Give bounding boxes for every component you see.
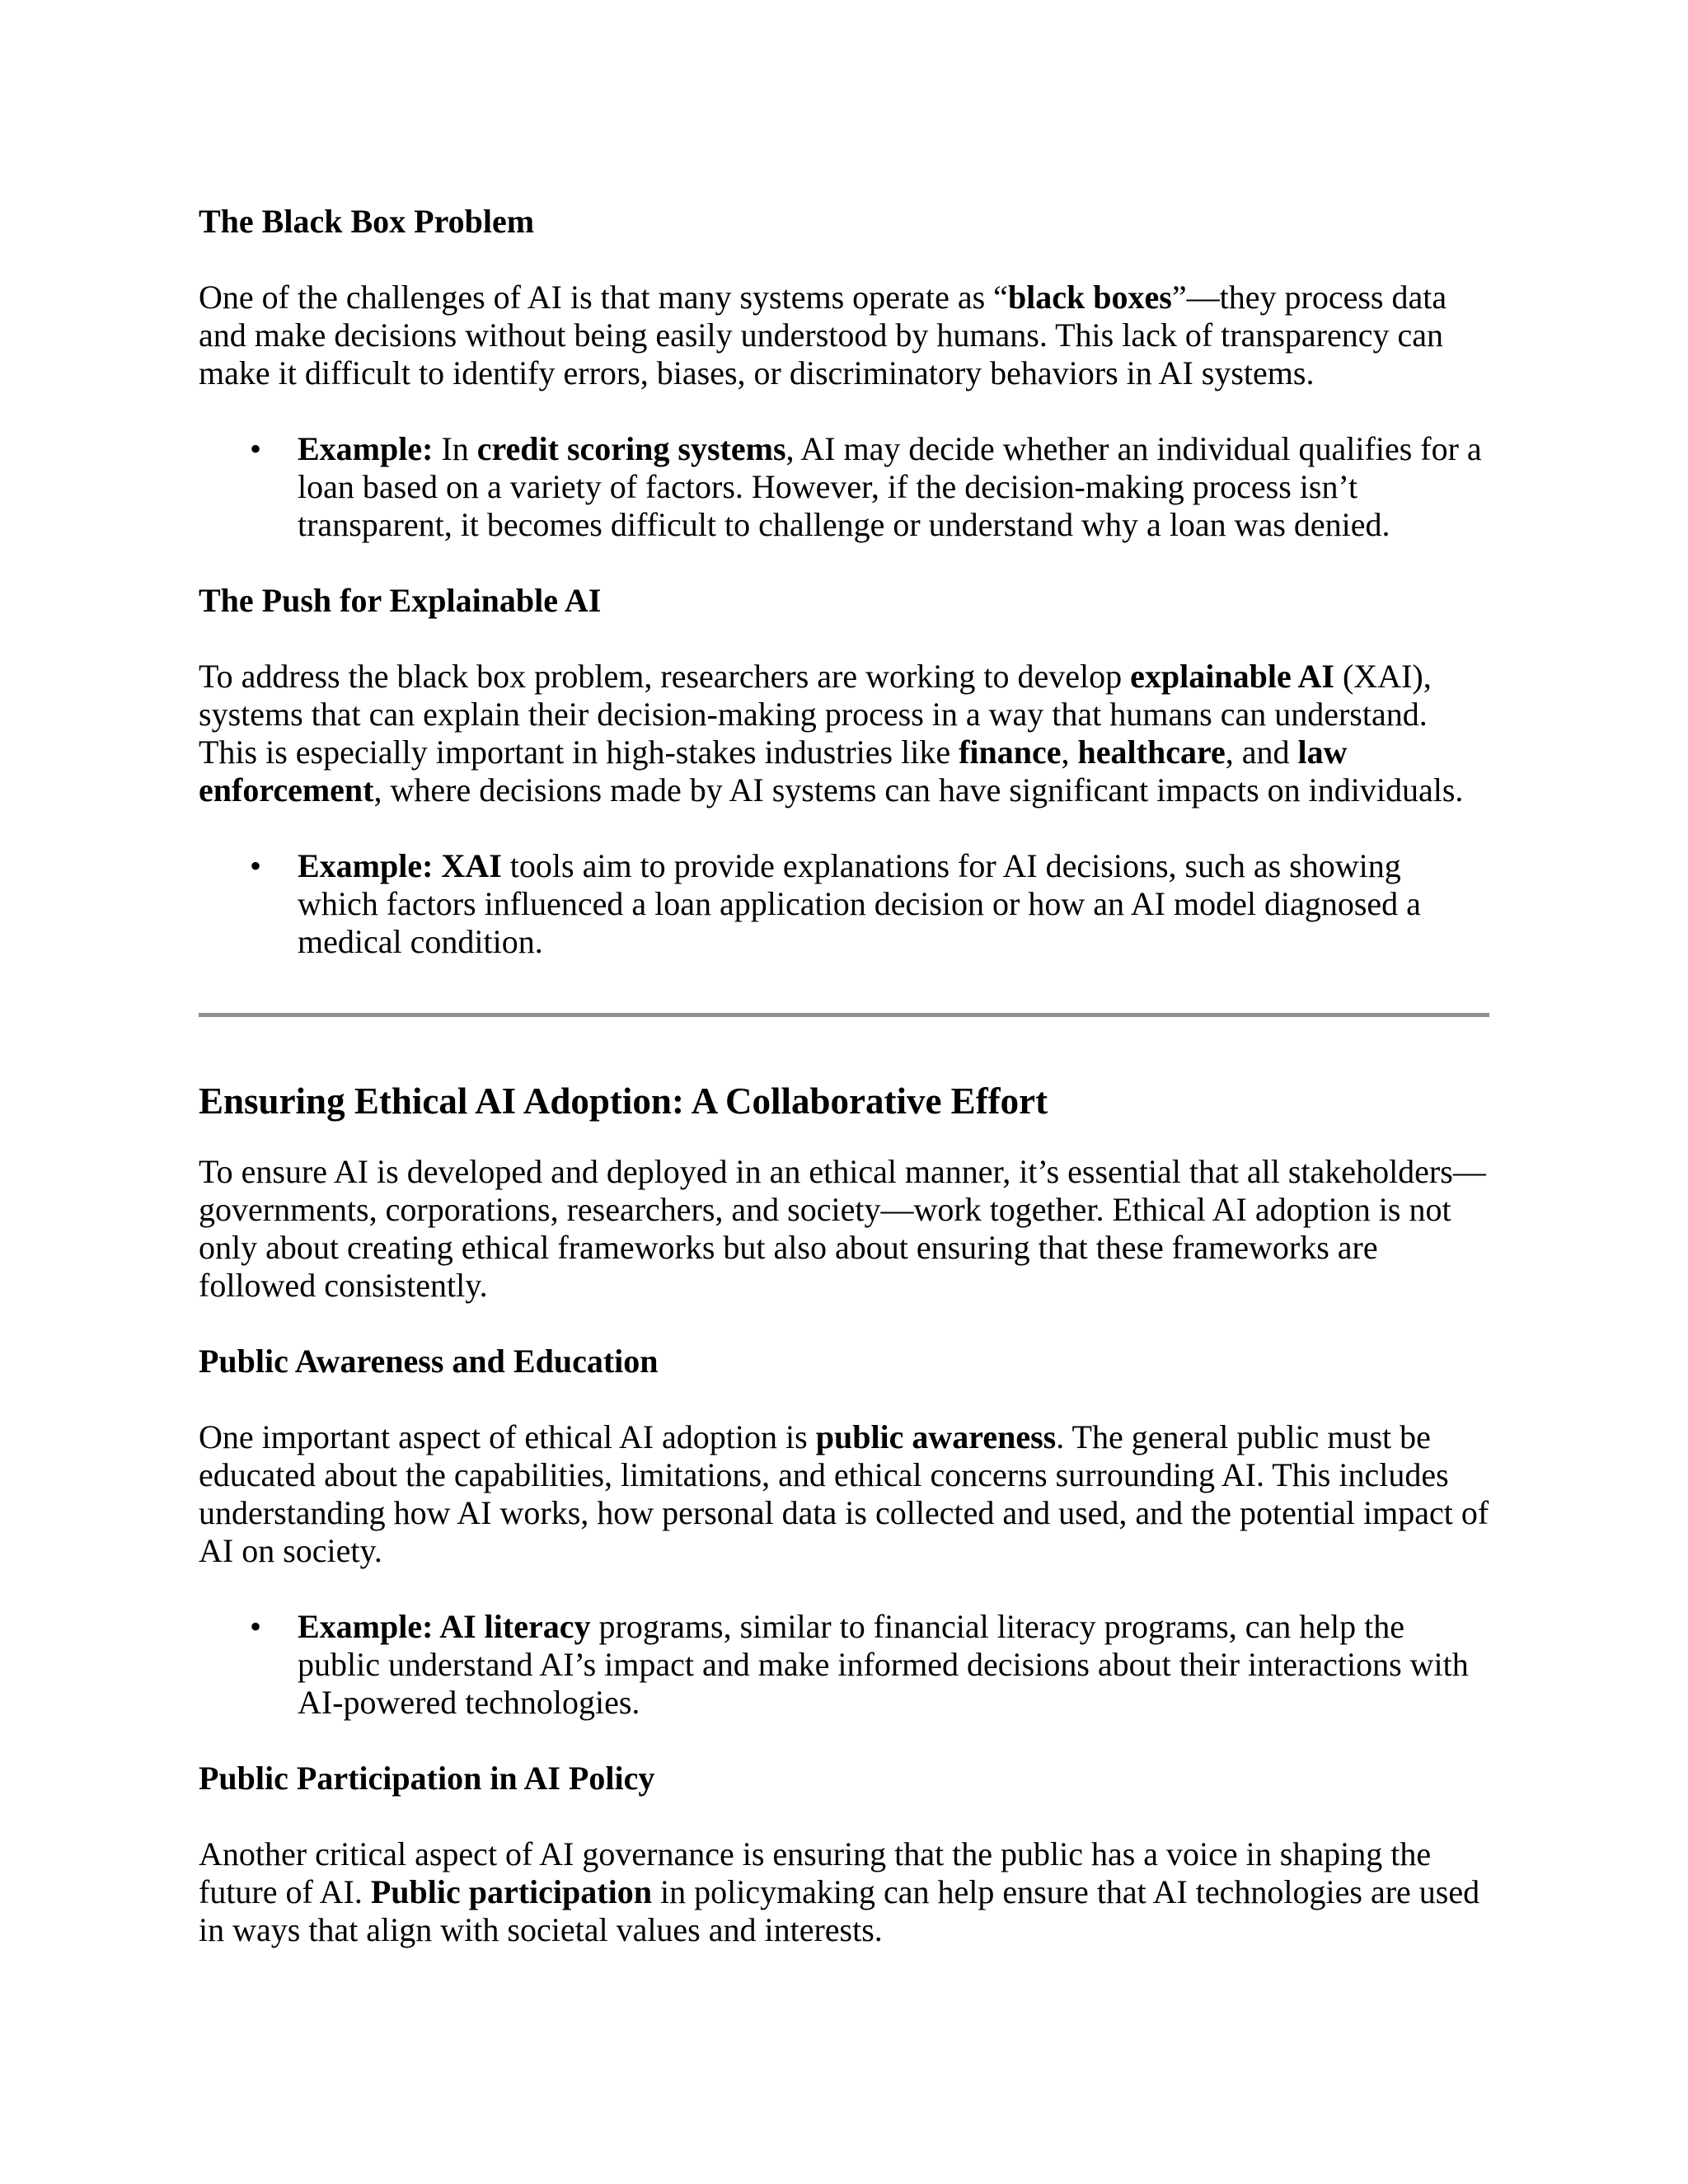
text-run: To address the black box problem, researchers are working to develop: [199, 658, 1131, 695]
bullet-icon: •: [250, 1608, 262, 1645]
paragraph-black-box: [199, 279, 1489, 392]
bold-run: Example:: [298, 430, 434, 467]
bold-run: credit scoring systems: [476, 430, 786, 467]
text-run: , and: [1225, 733, 1298, 771]
bullet-list-explainable: [199, 847, 1489, 961]
bold-run: Public participation: [370, 1873, 652, 1910]
bold-run: public awareness: [815, 1418, 1057, 1455]
bullet-list-black-box: [199, 430, 1489, 544]
heading-black-box-problem: The Black Box Problem: [199, 203, 535, 240]
section-divider: [199, 1013, 1489, 1017]
text-run: ”—they process data and make decisions without being easily understood by humans. This lack of transparency can make it difficult to identify errors, biases, or discriminatory behaviors in AI systems.: [199, 279, 1447, 391]
bold-run: black boxes: [1007, 279, 1172, 316]
bullet-item-ai-literacy: [199, 1608, 1489, 1722]
paragraph-public-participation: [199, 1835, 1489, 1949]
bullet-item-credit-scoring: [199, 430, 1489, 544]
bold-run: Example: XAI: [298, 847, 502, 884]
bullet-item-xai-tools: [199, 847, 1489, 961]
heading-ethical-ai-adoption: Ensuring Ethical AI Adoption: A Collaborative Effort: [199, 1080, 1048, 1122]
paragraph-public-awareness: [199, 1418, 1489, 1570]
text-run: One of the challenges of AI is that many systems operate as “: [199, 279, 1008, 316]
bullet-icon: •: [250, 430, 262, 467]
text-run: tools aim to provide explanations for AI decisions, such as showing which factors influenced a loan application decision or how an AI model diagnosed a medical condition.: [298, 847, 1421, 960]
paragraph-ethical-adoption: [199, 1153, 1489, 1305]
bullet-icon: •: [250, 847, 262, 884]
text-run: ,: [1061, 733, 1078, 771]
text-run: To ensure AI is developed and deployed in an ethical manner, it’s essential that all stakeholders—governments, corporations, researchers, and society—work together. Ethical AI adoption is not only about creating ethical frameworks but also about ensuring that these frameworks are followed consistently.: [199, 1153, 1486, 1304]
text-run: , where decisions made by AI systems can have significant impacts on individuals.: [373, 771, 1464, 808]
text-run: programs, similar to financial literacy programs, can help the public understand AI’s impact and make informed decisions about their interactions with AI-powered technologies.: [298, 1608, 1469, 1721]
bold-run: law enforcement: [199, 733, 1348, 808]
text-run: in policymaking can help ensure that AI technologies are used in ways that align with societal values and interests.: [199, 1873, 1480, 1948]
bold-run: explainable AI: [1130, 658, 1334, 695]
text-run: . The general public must be educated about the capabilities, limitations, and ethical concerns surrounding AI. This includes understanding how AI works, how personal data is collected and used, and the potential impact of AI on society.: [199, 1418, 1489, 1569]
bullet-list-public-awareness: [199, 1608, 1489, 1722]
text-run: In: [433, 430, 477, 467]
paragraph-explainable: [199, 658, 1489, 809]
bold-run: healthcare: [1077, 733, 1226, 771]
bold-run: finance: [959, 733, 1062, 771]
bold-run: Example: AI literacy: [298, 1608, 591, 1645]
text-run: Another critical aspect of AI governance is ensuring that the public has a voice in shaping the future of AI.: [199, 1835, 1432, 1910]
heading-public-awareness: Public Awareness and Education: [199, 1343, 659, 1380]
text-run: (XAI), systems that can explain their decision-making process in a way that humans can understand. This is especially important in high-stakes industries like: [199, 658, 1432, 771]
text-run: One important aspect of ethical AI adoption is: [199, 1418, 816, 1455]
heading-public-participation: Public Participation in AI Policy: [199, 1760, 655, 1797]
text-run: , AI may decide whether an individual qualifies for a loan based on a variety of factors. However, if the decision-making process isn’t transparent, it becomes difficult to challenge or understand why a loan was denied.: [298, 430, 1482, 543]
heading-push-explainable-ai: The Push for Explainable AI: [199, 582, 602, 619]
